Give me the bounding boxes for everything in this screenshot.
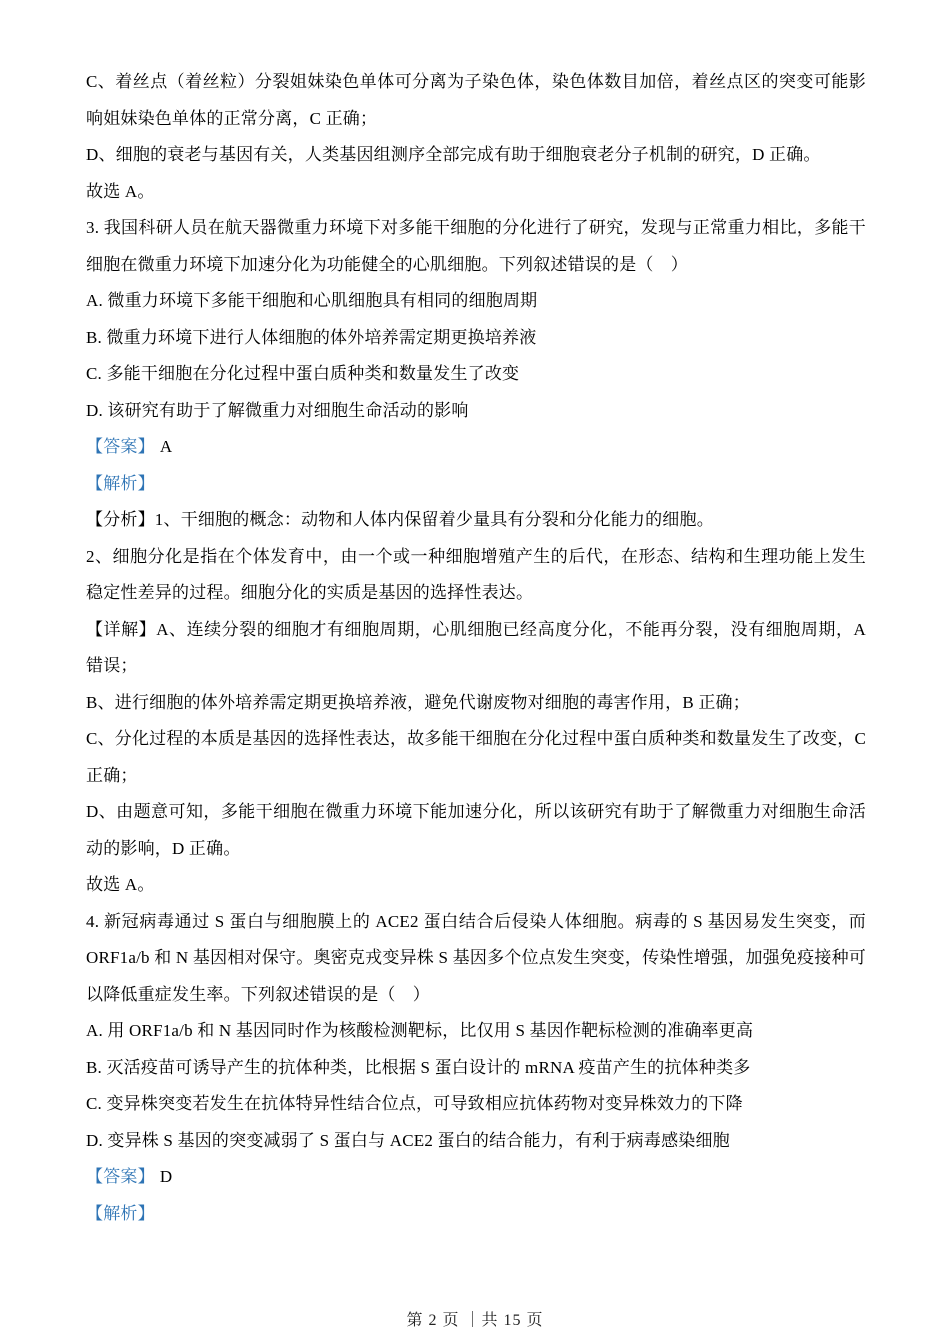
question3-answer-line <box>86 429 866 466</box>
document-body <box>86 64 866 1232</box>
question3-detail-d: D、由题意可知，多能干细胞在微重力环境下能加速分化，所以该研究有助于了解微重力对细胞生命活动的影响，D 正确。 <box>86 802 866 858</box>
question3-option-b: B. 微重力环境下进行人体细胞的体外培养需定期更换培养液 <box>86 327 537 347</box>
question3-detail-b: B、进行细胞的体外培养需定期更换培养液，避免代谢废物对细胞的毒害作用，B 正确； <box>86 692 750 712</box>
question4-stem: 4. 新冠病毒通过 S 蛋白与细胞膜上的 ACE2 蛋白结合后侵染人体细胞。病毒的 S 基因易发生突变，而 ORF1a/b 和 N 基因相对保守。奥密克戎变异株 S 基因多个位点发生突变，传染性增强，加强免疫接种可以降低重症发生率。下列叙述错误的是（ ） <box>86 911 866 1004</box>
question3-stem: 3. 我国科研人员在航天器微重力环境下对多能干细胞的分化进行了研究，发现与正常重力相比，多能干细胞在微重力环境下加速分化为功能健全的心肌细胞。下列叙述错误的是（ ） <box>86 218 866 274</box>
prev-explanation-conclusion: 故选 A。 <box>86 181 155 201</box>
page-number-footer: 第 2 页 ｜共 15 页 <box>406 1312 544 1329</box>
question3-conclusion: 故选 A。 <box>86 875 155 894</box>
question4-option-a: A. 用 ORF1a/b 和 N 基因同时作为核酸检测靶标，比仅用 S 基因作靶标检测的准确率更高 <box>86 1021 754 1040</box>
prev-explanation-option-d: D、细胞的衰老与基因有关，人类基因组测序全部完成有助于细胞衰老分子机制的研究，D 正确。 <box>86 145 821 164</box>
question4-option-c: C. 变异株突变若发生在抗体特异性结合位点，可导致相应抗体药物对变异株效力的下降 <box>86 1094 743 1113</box>
question3-option-c: C. 多能干细胞在分化过程中蛋白质种类和数量发生了改变 <box>86 364 520 383</box>
question4-answer-line <box>86 1159 866 1196</box>
question3-detail-c: C、分化过程的本质是基因的选择性表达，故多能干细胞在分化过程中蛋白质种类和数量发生了改变，C 正确； <box>86 729 866 785</box>
answer-value: D <box>159 1167 173 1186</box>
question4-option-b: B. 灭活疫苗可诱导产生的抗体种类，比根据 S 蛋白设计的 mRNA 疫苗产生的抗体种类多 <box>86 1057 751 1077</box>
answer-label: 【答案】 <box>86 1167 155 1186</box>
question3-option-a: A. 微重力环境下多能干细胞和心肌细胞具有相同的细胞周期 <box>86 291 538 310</box>
analysis-label: 【解析】 <box>86 473 155 493</box>
question3-analysis-point1: 【分析】1、干细胞的概念：动物和人体内保留着少量具有分裂和分化能力的细胞。 <box>86 510 714 529</box>
question3-detail-a: 【详解】A、连续分裂的细胞才有细胞周期，心肌细胞已经高度分化，不能再分裂，没有细胞周期，A 错误； <box>86 619 866 675</box>
question4-option-d: D. 变异株 S 基因的突变减弱了 S 蛋白与 ACE2 蛋白的结合能力，有利于病毒感染细胞 <box>86 1130 730 1150</box>
question3-analysis-header <box>86 466 866 503</box>
prev-explanation-option-c: C、着丝点（着丝粒）分裂姐妹染色单体可分离为子染色体，染色体数目加倍，着丝点区的突变可能影响姐妹染色单体的正常分离，C 正确； <box>86 72 866 128</box>
answer-label: 【答案】 <box>86 437 155 456</box>
answer-value: A <box>159 437 173 456</box>
analysis-label: 【解析】 <box>86 1203 155 1223</box>
question3-option-d: D. 该研究有助于了解微重力对细胞生命活动的影响 <box>86 400 469 420</box>
question4-analysis-header <box>86 1196 866 1233</box>
question3-analysis-point2: 2、细胞分化是指在个体发育中，由一个或一种细胞增殖产生的后代，在形态、结构和生理功能上发生稳定性差异的过程。细胞分化的实质是基因的选择性表达。 <box>86 546 866 602</box>
